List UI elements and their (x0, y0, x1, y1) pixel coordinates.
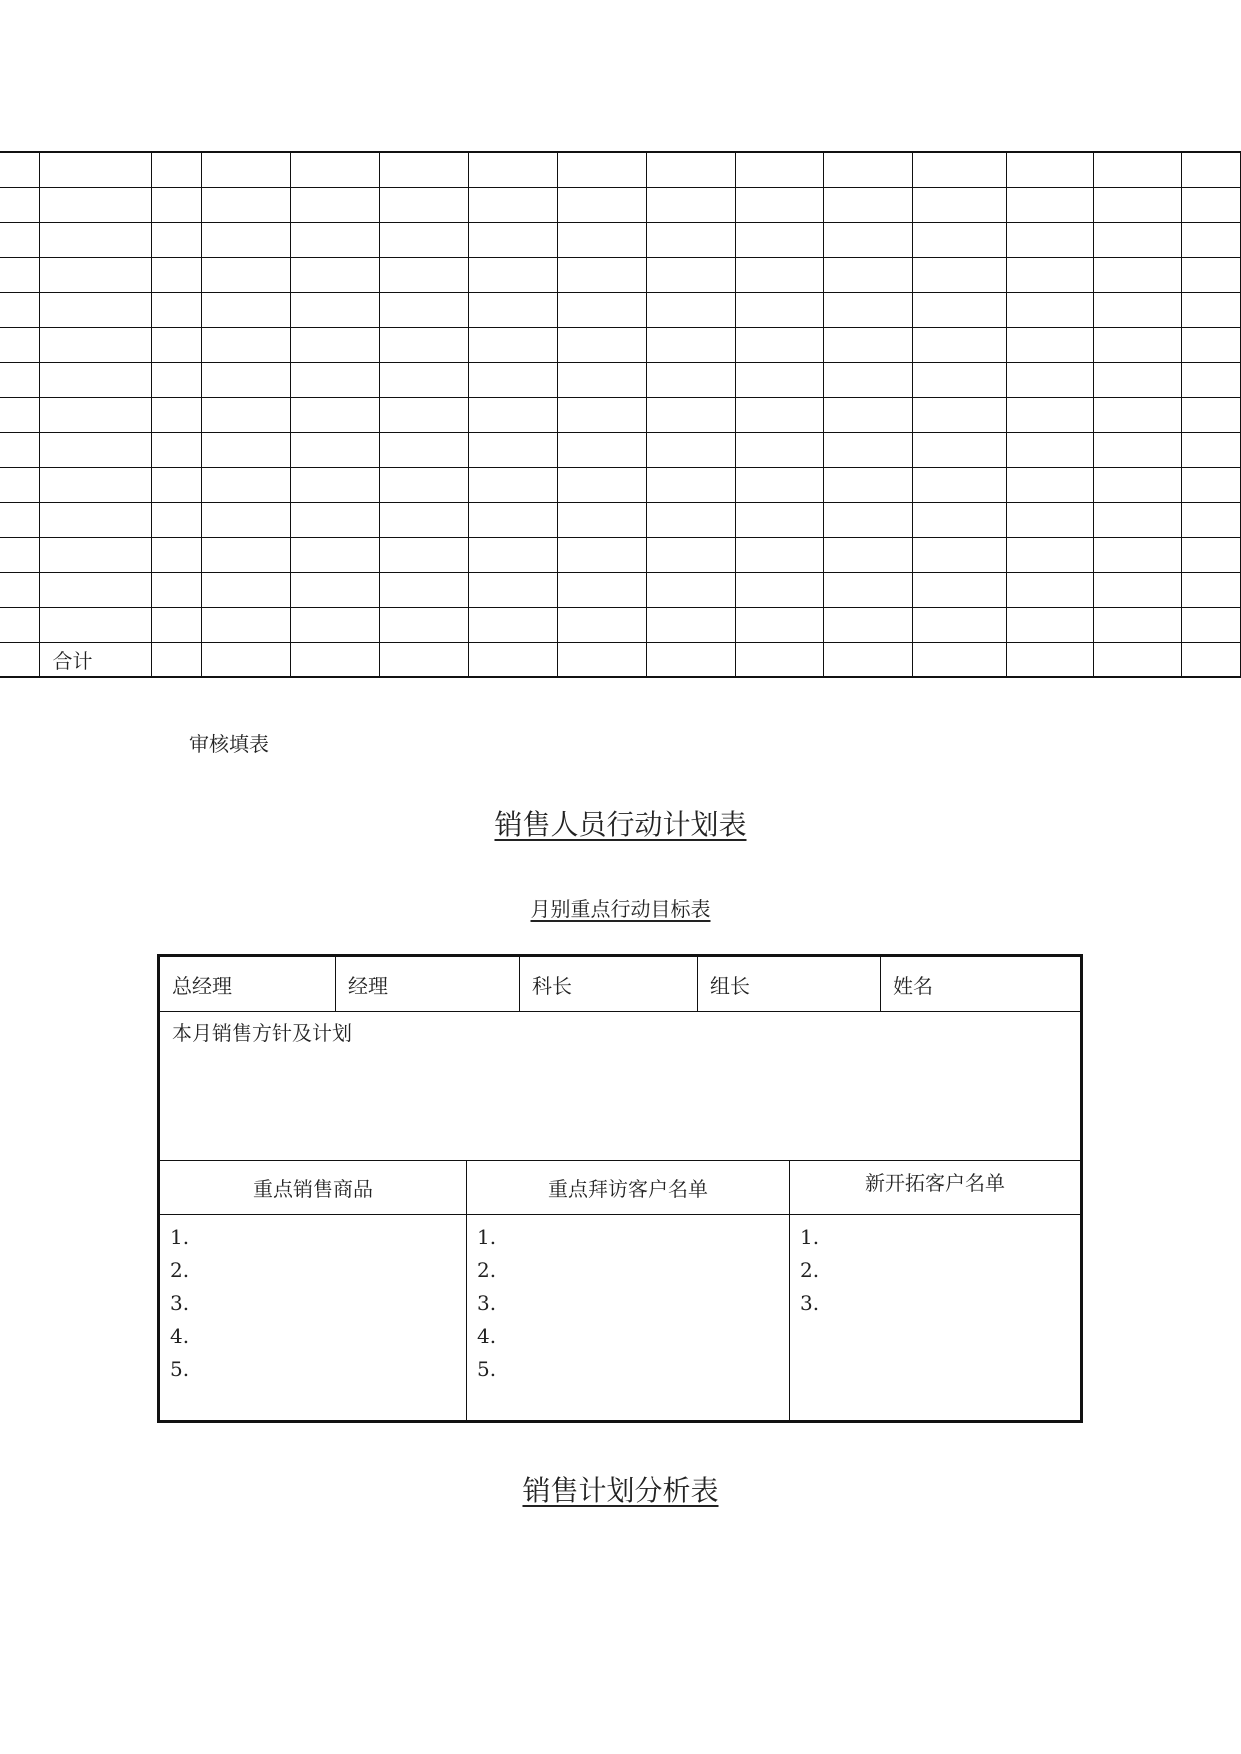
table-cell[interactable] (735, 222, 824, 257)
action-plan-title-text: 销售人员行动计划表 (494, 808, 747, 841)
table-cell[interactable] (913, 257, 1007, 292)
table-cell[interactable] (291, 222, 380, 257)
table-cell[interactable] (0, 537, 40, 572)
table-cell[interactable] (202, 397, 291, 432)
list-item: 2. (170, 1258, 190, 1282)
review-note: 审核填表 (189, 732, 269, 756)
table-cell[interactable] (913, 607, 1007, 642)
table-cell[interactable] (40, 257, 152, 292)
table-cell[interactable] (468, 397, 557, 432)
table-cell[interactable] (468, 152, 557, 187)
table-row (0, 327, 1241, 362)
table-cell[interactable] (557, 222, 646, 257)
table-cell[interactable] (380, 467, 469, 502)
table-cell[interactable] (1181, 607, 1240, 642)
list-item: 3. (477, 1291, 497, 1315)
table-cell[interactable] (380, 432, 469, 467)
table-cell[interactable] (152, 222, 202, 257)
table-row (0, 397, 1241, 432)
table-cell[interactable] (40, 432, 152, 467)
table-cell[interactable] (40, 572, 152, 607)
table-row (0, 432, 1241, 467)
table-cell[interactable] (40, 362, 152, 397)
table-cell[interactable] (646, 642, 735, 677)
table-cell[interactable] (824, 467, 913, 502)
table-cell[interactable] (291, 642, 380, 677)
role-cell-name[interactable]: 姓名 (893, 973, 933, 998)
table-cell[interactable] (824, 432, 913, 467)
table-cell[interactable] (1181, 362, 1240, 397)
table-cell[interactable] (1007, 222, 1094, 257)
table-cell[interactable] (0, 327, 40, 362)
table-cell[interactable] (1007, 502, 1094, 537)
table-cell[interactable] (646, 222, 735, 257)
table-cell[interactable] (1094, 467, 1182, 502)
role-row (160, 957, 1080, 1012)
table-cell[interactable] (735, 502, 824, 537)
table-cell[interactable] (380, 607, 469, 642)
table-cell[interactable] (40, 152, 152, 187)
table-cell[interactable] (0, 222, 40, 257)
focus-area (160, 1161, 1080, 1420)
table-cell[interactable] (824, 572, 913, 607)
table-cell[interactable] (380, 537, 469, 572)
table-cell[interactable] (202, 222, 291, 257)
table-cell[interactable] (291, 432, 380, 467)
table-cell[interactable] (735, 537, 824, 572)
table-cell[interactable] (1094, 362, 1182, 397)
table-cell[interactable] (152, 537, 202, 572)
table-cell[interactable] (468, 432, 557, 467)
table-cell[interactable] (468, 257, 557, 292)
table-cell[interactable] (557, 502, 646, 537)
table-cell[interactable] (152, 292, 202, 327)
table-cell[interactable] (646, 187, 735, 222)
table-cell[interactable] (40, 397, 152, 432)
table-cell[interactable] (468, 572, 557, 607)
table-cell[interactable] (1181, 537, 1240, 572)
table-cell[interactable] (646, 152, 735, 187)
table-cell[interactable] (0, 432, 40, 467)
table-cell[interactable] (646, 607, 735, 642)
table-cell[interactable] (646, 432, 735, 467)
focus-list-products[interactable] (160, 1215, 466, 1386)
table-cell[interactable] (202, 467, 291, 502)
table-cell[interactable] (40, 187, 152, 222)
table-cell[interactable] (913, 397, 1007, 432)
table-cell[interactable] (0, 607, 40, 642)
table-cell[interactable] (1007, 152, 1094, 187)
focus-column-products (160, 1161, 467, 1420)
table-row (0, 187, 1241, 222)
table-cell[interactable] (1181, 257, 1240, 292)
table-cell[interactable] (1094, 152, 1182, 187)
table-cell[interactable] (291, 152, 380, 187)
table-cell[interactable] (557, 152, 646, 187)
table-cell[interactable] (913, 502, 1007, 537)
list-item: 3. (170, 1291, 190, 1315)
table-cell[interactable] (735, 642, 824, 677)
table-row (0, 502, 1241, 537)
analysis-title-text: 销售计划分析表 (522, 1474, 719, 1507)
table-cell[interactable] (202, 502, 291, 537)
table-cell[interactable] (1007, 572, 1094, 607)
table-cell[interactable] (468, 327, 557, 362)
table-cell[interactable] (152, 257, 202, 292)
table-cell[interactable] (735, 607, 824, 642)
focus-column-new-clients (790, 1161, 1080, 1420)
table-cell[interactable] (202, 572, 291, 607)
table-cell[interactable] (735, 467, 824, 502)
table-cell[interactable] (735, 397, 824, 432)
total-row (0, 642, 1241, 677)
table-cell[interactable] (468, 537, 557, 572)
table-cell[interactable] (1007, 187, 1094, 222)
table-cell[interactable] (913, 187, 1007, 222)
table-cell[interactable] (646, 397, 735, 432)
table-cell[interactable] (291, 292, 380, 327)
monthly-policy-label: 本月销售方针及计划 (172, 1021, 352, 1045)
table-cell[interactable] (202, 432, 291, 467)
table-cell[interactable] (202, 362, 291, 397)
table-cell[interactable] (380, 572, 469, 607)
table-cell[interactable] (1094, 327, 1182, 362)
role-cell-section-chief[interactable]: 科长 (520, 957, 698, 1011)
table-cell[interactable] (152, 397, 202, 432)
table-cell[interactable] (152, 187, 202, 222)
table-cell[interactable] (557, 292, 646, 327)
table-cell[interactable] (824, 397, 913, 432)
table-cell[interactable] (152, 642, 202, 677)
table-cell[interactable] (468, 642, 557, 677)
table-cell[interactable] (0, 292, 40, 327)
table-row (0, 467, 1241, 502)
table-cell[interactable] (1094, 502, 1182, 537)
table-cell[interactable] (557, 537, 646, 572)
table-cell[interactable] (380, 187, 469, 222)
summary-grid-table (0, 151, 1241, 678)
table-cell[interactable] (380, 362, 469, 397)
table-cell[interactable] (0, 362, 40, 397)
table-cell[interactable] (735, 187, 824, 222)
table-cell[interactable] (1181, 292, 1240, 327)
table-row (0, 292, 1241, 327)
table-cell[interactable] (468, 292, 557, 327)
table-cell[interactable] (1181, 502, 1240, 537)
table-cell[interactable] (202, 187, 291, 222)
table-cell[interactable] (913, 432, 1007, 467)
table-cell[interactable] (380, 152, 469, 187)
table-cell[interactable] (1094, 292, 1182, 327)
list-item: 1. (170, 1225, 190, 1249)
table-cell[interactable] (0, 502, 40, 537)
monthly-target-subtitle (0, 893, 1241, 922)
table-cell[interactable] (735, 152, 824, 187)
table-cell[interactable] (557, 257, 646, 292)
table-cell[interactable] (380, 502, 469, 537)
table-cell[interactable] (152, 467, 202, 502)
table-cell[interactable] (40, 292, 152, 327)
table-cell[interactable] (1181, 467, 1240, 502)
table-cell[interactable] (202, 327, 291, 362)
table-cell[interactable] (735, 572, 824, 607)
table-cell[interactable] (291, 537, 380, 572)
table-cell[interactable] (646, 257, 735, 292)
table-cell[interactable] (1181, 572, 1240, 607)
monthly-target-subtitle-text: 月别重点行动目标表 (530, 897, 711, 921)
table-cell[interactable] (0, 257, 40, 292)
table-cell[interactable] (291, 502, 380, 537)
focus-list-visit-clients[interactable] (467, 1215, 789, 1386)
table-cell[interactable] (152, 362, 202, 397)
table-cell[interactable] (824, 152, 913, 187)
table-cell[interactable] (1007, 537, 1094, 572)
table-cell[interactable] (646, 327, 735, 362)
focus-list-new-clients[interactable] (790, 1215, 1080, 1320)
table-cell[interactable] (152, 432, 202, 467)
table-cell[interactable] (1094, 397, 1182, 432)
table-cell[interactable] (291, 257, 380, 292)
table-cell[interactable] (1007, 397, 1094, 432)
table-cell[interactable] (202, 257, 291, 292)
table-cell[interactable] (646, 467, 735, 502)
table-cell[interactable] (1181, 642, 1240, 677)
total-label-cell: 合计 (40, 642, 152, 677)
table-cell[interactable] (735, 362, 824, 397)
table-cell[interactable] (824, 537, 913, 572)
table-cell[interactable] (202, 607, 291, 642)
table-cell[interactable] (291, 467, 380, 502)
table-cell[interactable] (824, 642, 913, 677)
table-cell[interactable] (1007, 467, 1094, 502)
table-cell[interactable] (468, 607, 557, 642)
table-cell[interactable] (1181, 152, 1240, 187)
table-cell[interactable] (291, 362, 380, 397)
table-cell[interactable] (557, 397, 646, 432)
table-cell[interactable] (1094, 572, 1182, 607)
table-cell[interactable] (0, 152, 40, 187)
table-cell[interactable] (646, 537, 735, 572)
table-cell[interactable] (646, 502, 735, 537)
table-cell[interactable] (824, 257, 913, 292)
table-cell[interactable] (557, 607, 646, 642)
table-cell[interactable] (557, 362, 646, 397)
table-row (0, 152, 1241, 187)
table-cell[interactable] (824, 607, 913, 642)
table-cell[interactable] (824, 187, 913, 222)
table-row (0, 607, 1241, 642)
table-cell[interactable] (1094, 537, 1182, 572)
table-cell[interactable] (1181, 397, 1240, 432)
table-cell[interactable] (646, 572, 735, 607)
table-cell[interactable] (152, 572, 202, 607)
table-cell[interactable] (1181, 327, 1240, 362)
table-cell[interactable] (557, 572, 646, 607)
table-cell[interactable] (152, 607, 202, 642)
table-cell[interactable] (291, 327, 380, 362)
table-cell[interactable] (380, 257, 469, 292)
table-cell[interactable] (380, 292, 469, 327)
table-cell[interactable] (40, 467, 152, 502)
list-item: 5. (477, 1357, 497, 1381)
role-cell-general-manager[interactable]: 总经理 (160, 957, 336, 1011)
role-cell-manager[interactable]: 经理 (336, 957, 520, 1011)
focus-header-new-clients: 新开拓客户名单 (790, 1161, 1080, 1215)
table-cell[interactable] (40, 607, 152, 642)
table-cell[interactable] (646, 362, 735, 397)
table-cell[interactable] (202, 152, 291, 187)
table-cell[interactable] (202, 642, 291, 677)
table-cell[interactable] (468, 362, 557, 397)
table-cell[interactable] (152, 502, 202, 537)
table-row (0, 257, 1241, 292)
table-cell[interactable] (557, 642, 646, 677)
list-item: 4. (477, 1324, 497, 1348)
table-cell[interactable] (0, 572, 40, 607)
table-cell[interactable] (0, 467, 40, 502)
role-cell-team-leader[interactable]: 组长 (698, 957, 881, 1011)
table-cell[interactable] (152, 152, 202, 187)
table-cell[interactable] (202, 537, 291, 572)
action-plan-form (157, 954, 1083, 1423)
table-cell[interactable] (824, 362, 913, 397)
table-cell[interactable] (152, 327, 202, 362)
table-cell[interactable] (1007, 362, 1094, 397)
list-item: 2. (800, 1258, 820, 1282)
table-cell[interactable] (291, 397, 380, 432)
list-item: 3. (800, 1291, 820, 1315)
table-cell[interactable] (1094, 432, 1182, 467)
table-cell[interactable] (824, 292, 913, 327)
list-item: 5. (170, 1357, 190, 1381)
table-cell[interactable] (913, 467, 1007, 502)
table-cell[interactable] (557, 187, 646, 222)
table-cell[interactable] (913, 292, 1007, 327)
table-cell[interactable] (913, 152, 1007, 187)
table-cell[interactable] (1094, 187, 1182, 222)
focus-column-visit-clients (467, 1161, 790, 1420)
table-cell[interactable] (1007, 257, 1094, 292)
table-cell[interactable] (468, 187, 557, 222)
table-cell[interactable] (735, 432, 824, 467)
table-cell[interactable] (1094, 642, 1182, 677)
table-cell[interactable] (291, 607, 380, 642)
table-cell[interactable] (824, 327, 913, 362)
table-cell[interactable] (468, 467, 557, 502)
list-item: 2. (477, 1258, 497, 1282)
table-cell[interactable] (380, 327, 469, 362)
table-cell[interactable] (557, 467, 646, 502)
table-cell[interactable] (40, 502, 152, 537)
table-cell[interactable] (0, 642, 40, 677)
table-cell[interactable] (380, 642, 469, 677)
table-cell[interactable] (40, 537, 152, 572)
table-cell[interactable] (735, 292, 824, 327)
table-row (0, 222, 1241, 257)
table-row (0, 537, 1241, 572)
action-plan-title (0, 803, 1241, 843)
list-item: 1. (477, 1225, 497, 1249)
focus-header-visit-clients: 重点拜访客户名单 (467, 1161, 789, 1215)
table-cell[interactable] (1181, 187, 1240, 222)
analysis-title (0, 1469, 1241, 1509)
table-cell[interactable] (913, 327, 1007, 362)
table-cell[interactable] (1094, 222, 1182, 257)
table-cell[interactable] (913, 642, 1007, 677)
list-item: 1. (800, 1225, 820, 1249)
table-cell[interactable] (1094, 257, 1182, 292)
table-cell[interactable] (1007, 607, 1094, 642)
focus-header-products: 重点销售商品 (160, 1161, 466, 1215)
table-cell[interactable] (735, 257, 824, 292)
table-cell[interactable] (468, 502, 557, 537)
table-cell[interactable] (913, 572, 1007, 607)
table-cell[interactable] (40, 327, 152, 362)
table-cell[interactable] (1007, 292, 1094, 327)
table-cell[interactable] (40, 222, 152, 257)
table-cell[interactable] (824, 502, 913, 537)
table-cell[interactable] (557, 327, 646, 362)
table-cell[interactable] (1181, 432, 1240, 467)
table-cell[interactable] (557, 432, 646, 467)
table-cell[interactable] (1007, 327, 1094, 362)
table-row (0, 362, 1241, 397)
table-cell[interactable] (1007, 642, 1094, 677)
table-cell[interactable] (1007, 432, 1094, 467)
table-cell[interactable] (380, 222, 469, 257)
table-cell[interactable] (202, 292, 291, 327)
table-cell[interactable] (824, 222, 913, 257)
table-cell[interactable] (646, 292, 735, 327)
table-cell[interactable] (380, 397, 469, 432)
table-cell[interactable] (0, 187, 40, 222)
table-cell[interactable] (0, 397, 40, 432)
table-row (0, 572, 1241, 607)
table-cell[interactable] (735, 327, 824, 362)
table-cell[interactable] (291, 572, 380, 607)
table-cell[interactable] (913, 537, 1007, 572)
list-item: 4. (170, 1324, 190, 1348)
table-cell[interactable] (291, 187, 380, 222)
table-cell[interactable] (1094, 607, 1182, 642)
table-cell[interactable] (913, 362, 1007, 397)
table-cell[interactable] (468, 222, 557, 257)
monthly-policy-area[interactable] (160, 1011, 1080, 1161)
table-cell[interactable] (1181, 222, 1240, 257)
table-cell[interactable] (913, 222, 1007, 257)
